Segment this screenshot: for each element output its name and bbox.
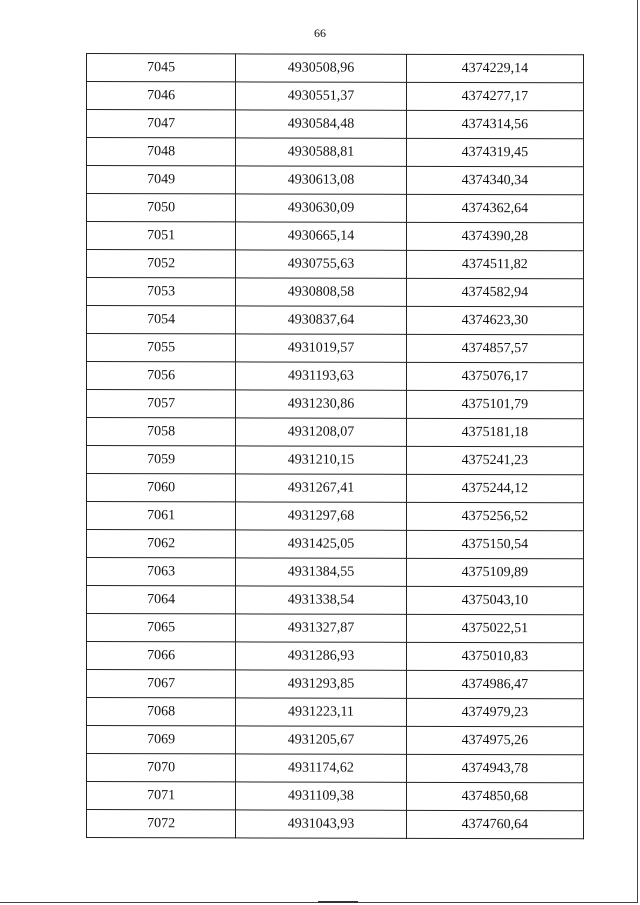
x-coordinate-cell: 4931327,87	[236, 614, 406, 642]
table-row	[87, 166, 584, 195]
y-coordinate-cell: 4375256,52	[406, 502, 583, 530]
point-number-cell: 7045	[87, 54, 236, 82]
point-number-cell: 7048	[87, 138, 236, 166]
table-row	[87, 726, 584, 755]
x-coordinate-cell: 4930551,37	[236, 82, 406, 110]
point-number-cell: 7053	[87, 278, 236, 306]
y-coordinate-cell: 4375181,18	[406, 418, 583, 446]
x-coordinate-cell: 4930630,09	[236, 194, 406, 222]
table-row	[87, 474, 584, 503]
y-coordinate-cell: 4375244,12	[406, 474, 583, 502]
point-number-cell: 7059	[87, 446, 236, 474]
table-row	[87, 810, 584, 839]
y-coordinate-cell: 4374979,23	[406, 698, 583, 726]
x-coordinate-cell: 4931109,38	[236, 782, 406, 810]
point-number-cell: 7072	[87, 810, 236, 838]
table-row	[87, 446, 584, 475]
y-coordinate-cell: 4375150,54	[406, 530, 583, 558]
table-row	[87, 642, 584, 671]
x-coordinate-cell: 4931286,93	[236, 642, 406, 670]
point-number-cell: 7058	[87, 418, 236, 446]
table-row	[87, 306, 584, 335]
point-number-cell: 7070	[87, 754, 236, 782]
point-number-cell: 7061	[87, 502, 236, 530]
y-coordinate-cell: 4374986,47	[406, 670, 583, 698]
point-number-cell: 7064	[87, 586, 236, 614]
x-coordinate-cell: 4931293,85	[236, 670, 406, 698]
y-coordinate-cell: 4375109,89	[406, 558, 583, 586]
x-coordinate-cell: 4930584,48	[236, 110, 406, 138]
point-number-cell: 7051	[87, 222, 236, 250]
point-number-cell: 7046	[87, 82, 236, 110]
y-coordinate-cell: 4374975,26	[406, 726, 583, 754]
point-number-cell: 7062	[87, 530, 236, 558]
y-coordinate-cell: 4374511,82	[406, 250, 583, 278]
y-coordinate-cell: 4375101,79	[406, 390, 583, 418]
x-coordinate-cell: 4931193,63	[236, 362, 406, 390]
coordinates-table-body	[87, 54, 584, 839]
y-coordinate-cell: 4375241,23	[406, 446, 583, 474]
point-number-cell: 7056	[87, 362, 236, 390]
table-row	[87, 586, 584, 615]
table-row	[87, 754, 584, 783]
table-row	[87, 334, 584, 363]
y-coordinate-cell: 4374582,94	[406, 278, 583, 306]
table-row	[87, 614, 584, 643]
point-number-cell: 7060	[87, 474, 236, 502]
page-number: 66	[314, 26, 326, 40]
point-number-cell: 7054	[87, 306, 236, 334]
x-coordinate-cell: 4931174,62	[236, 754, 406, 782]
x-coordinate-cell: 4931267,41	[236, 474, 406, 502]
point-number-cell: 7069	[87, 726, 236, 754]
x-coordinate-cell: 4931425,05	[236, 530, 406, 558]
point-number-cell: 7066	[87, 642, 236, 670]
y-coordinate-cell: 4374390,28	[406, 222, 583, 250]
table-row	[87, 670, 584, 699]
point-number-cell: 7052	[87, 250, 236, 278]
y-coordinate-cell: 4374340,34	[406, 166, 583, 194]
x-coordinate-cell: 4931043,93	[236, 810, 406, 838]
point-number-cell: 7047	[87, 110, 236, 138]
x-coordinate-cell: 4930508,96	[236, 54, 406, 82]
x-coordinate-cell: 4931338,54	[236, 586, 406, 614]
coordinates-table	[86, 53, 584, 839]
x-coordinate-cell: 4930808,58	[236, 278, 406, 306]
x-coordinate-cell: 4930588,81	[236, 138, 406, 166]
x-coordinate-cell: 4931205,67	[236, 726, 406, 754]
x-coordinate-cell: 4931230,86	[236, 390, 406, 418]
point-number-cell: 7068	[87, 698, 236, 726]
table-row	[87, 390, 584, 419]
y-coordinate-cell: 4374229,14	[406, 54, 583, 82]
x-coordinate-cell: 4931019,57	[236, 334, 406, 362]
y-coordinate-cell: 4374314,56	[406, 110, 583, 138]
y-coordinate-cell: 4374277,17	[406, 82, 583, 110]
table-row	[87, 502, 584, 531]
table-row	[87, 782, 584, 811]
table-row	[87, 194, 584, 223]
y-coordinate-cell: 4375076,17	[406, 362, 583, 390]
x-coordinate-cell: 4931384,55	[236, 558, 406, 586]
y-coordinate-cell: 4374850,68	[406, 782, 583, 810]
x-coordinate-cell: 4931210,15	[236, 446, 406, 474]
x-coordinate-cell: 4931223,11	[236, 698, 406, 726]
y-coordinate-cell: 4375010,83	[406, 642, 583, 670]
point-number-cell: 7065	[87, 614, 236, 642]
table-row	[87, 558, 584, 587]
y-coordinate-cell: 4374943,78	[406, 754, 583, 782]
point-number-cell: 7071	[87, 782, 236, 810]
table-row	[87, 362, 584, 391]
table-row	[87, 698, 584, 727]
table-row	[87, 138, 584, 167]
point-number-cell: 7055	[87, 334, 236, 362]
x-coordinate-cell: 4930613,08	[236, 166, 406, 194]
x-coordinate-cell: 4930665,14	[236, 222, 406, 250]
point-number-cell: 7049	[87, 166, 236, 194]
y-coordinate-cell: 4375043,10	[406, 586, 583, 614]
point-number-cell: 7050	[87, 194, 236, 222]
table-row	[87, 250, 584, 279]
bottom-edge-mark	[318, 901, 358, 903]
table-row	[87, 82, 584, 111]
y-coordinate-cell: 4374760,64	[406, 810, 583, 838]
table-row	[87, 418, 584, 447]
y-coordinate-cell: 4375022,51	[406, 614, 583, 642]
table-row	[87, 54, 584, 83]
x-coordinate-cell: 4931208,07	[236, 418, 406, 446]
x-coordinate-cell: 4931297,68	[236, 502, 406, 530]
table-row	[87, 278, 584, 307]
y-coordinate-cell: 4374623,30	[406, 306, 583, 334]
table-row	[87, 110, 584, 139]
x-coordinate-cell: 4930837,64	[236, 306, 406, 334]
point-number-cell: 7067	[87, 670, 236, 698]
y-coordinate-cell: 4374319,45	[406, 138, 583, 166]
point-number-cell: 7057	[87, 390, 236, 418]
y-coordinate-cell: 4374362,64	[406, 194, 583, 222]
x-coordinate-cell: 4930755,63	[236, 250, 406, 278]
table-row	[87, 530, 584, 559]
table-row	[87, 222, 584, 251]
y-coordinate-cell: 4374857,57	[406, 334, 583, 362]
point-number-cell: 7063	[87, 558, 236, 586]
